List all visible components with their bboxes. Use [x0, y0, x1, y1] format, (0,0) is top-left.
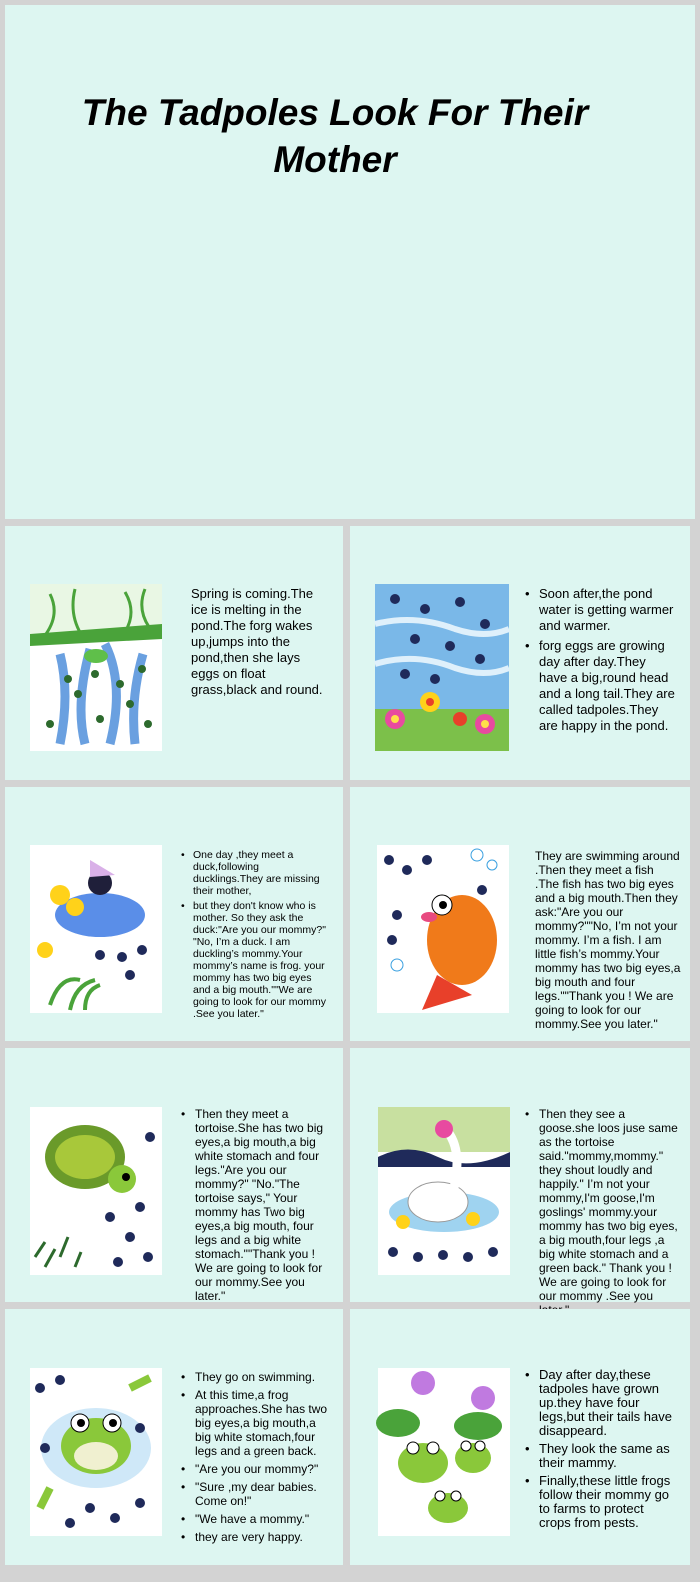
tortoise-illustration [30, 1107, 162, 1275]
goose-illustration [378, 1107, 510, 1275]
slide-2 [350, 526, 690, 780]
slide-7-bullet: • At this time,a frog approaches.She has two big eyes,a big mouth,a big white stomach,four legs and a green back. [181, 1388, 331, 1458]
fish-illustration [377, 845, 509, 1013]
slide-6-text [525, 1107, 681, 1321]
slide-1 [5, 526, 343, 780]
little-frogs-illustration [378, 1368, 510, 1536]
slide-6 [350, 1048, 690, 1302]
slide-3-bullet: • One day ,they meet a duck,following ducklings.They are missing their mother, [181, 849, 327, 897]
slide-3-text [181, 849, 327, 1023]
slide-7 [5, 1309, 343, 1565]
slide-5-text [181, 1107, 329, 1307]
slide-7-bullet: • they are very happy. [181, 1530, 331, 1544]
slide-2-bullet: • forg eggs are growing day after day.They have a big,round head and a long tail.They are called tadpoles.They are happy in the pond. [525, 638, 677, 734]
slide-7-bullet: • "We have a mommy." [181, 1512, 331, 1526]
slide-8-text [525, 1368, 675, 1534]
slide-5 [5, 1048, 343, 1302]
slide-5-bullet: • Then they meet a tortoise.She has two big eyes,a big mouth,a big white stomach and four legs."Are you our mommy?" "No."The tortoise says," Your mommy has Two big eyes,a big mouth, four legs and a big white stomach.""Thank you ! We are going to look for our mommy.See you later." [181, 1107, 329, 1303]
slide-7-bullet: • "Sure ,my dear babies. Come on!" [181, 1480, 331, 1508]
slide-8-bullet: • Finally,these little frogs follow their mommy go to farms to protect crops from pests. [525, 1474, 675, 1530]
slide-6-bullet: • Then they see a goose.she loos juse same as the tortoise said."mommy,mommy." they shout loudly and happily." I’m not your mommy,I'm goose,I'm goslings' mommy.your mommy has two big eyes, a big mouth,four legs ,a big white stomach and a green back." Thank you ! We are going to look for our mommy .See you [525, 1107, 681, 1317]
title-slide [5, 5, 695, 519]
spring-pond-illustration [30, 584, 162, 751]
slide-8-bullet: • They look the same as their mammy. [525, 1442, 675, 1470]
slide-4-text: They are swimming around .Then they meet a fish .The fish has two big eyes and a big mouth.Then they ask:"Are you our mommy?""No, I’m not your mommy. I’m a fish. I am little fish’s mommy.Your mommy has two big eyes,a big mouth and four legs.""Thank you ! We are going to look for our mommy.See you later." [535, 849, 681, 1031]
slide-7-text [181, 1370, 331, 1548]
slide-3 [5, 787, 343, 1041]
slide-2-bullet: • Soon after,the pond water is getting warmer and warmer. [525, 586, 677, 634]
slide-3-bullet: • but they don't know who is mother. So they ask the duck:"Are you our mommy?" "No, I’m a duck. I am duckling’s mommy.Your mommy’s name is frog. your mommy has two big eyes and a big mouth.""We are going to look for our mommy .See you later." [181, 900, 327, 1020]
slide-7-bullet: • They go on swimming. [181, 1370, 331, 1384]
frog-illustration [30, 1368, 162, 1536]
duck-illustration [30, 845, 162, 1013]
slide-4 [350, 787, 690, 1041]
slide-1-text: Spring is coming.The ice is melting in the pond.The forg wakes up,jumps into the pond,then she lays eggs on float grass,black and round. [191, 586, 323, 697]
slide-7-bullet: • "Are you our mommy?" [181, 1462, 331, 1476]
page-title: The Tadpoles Look For Their Mother [81, 92, 589, 180]
slide-8 [350, 1309, 690, 1565]
slide-2-text [525, 586, 677, 738]
slide-8-bullet: • Day after day,these tadpoles have grown up.they have four legs,but their tails have disappeard. [525, 1368, 675, 1438]
tadpoles-flowers-illustration [375, 584, 509, 751]
